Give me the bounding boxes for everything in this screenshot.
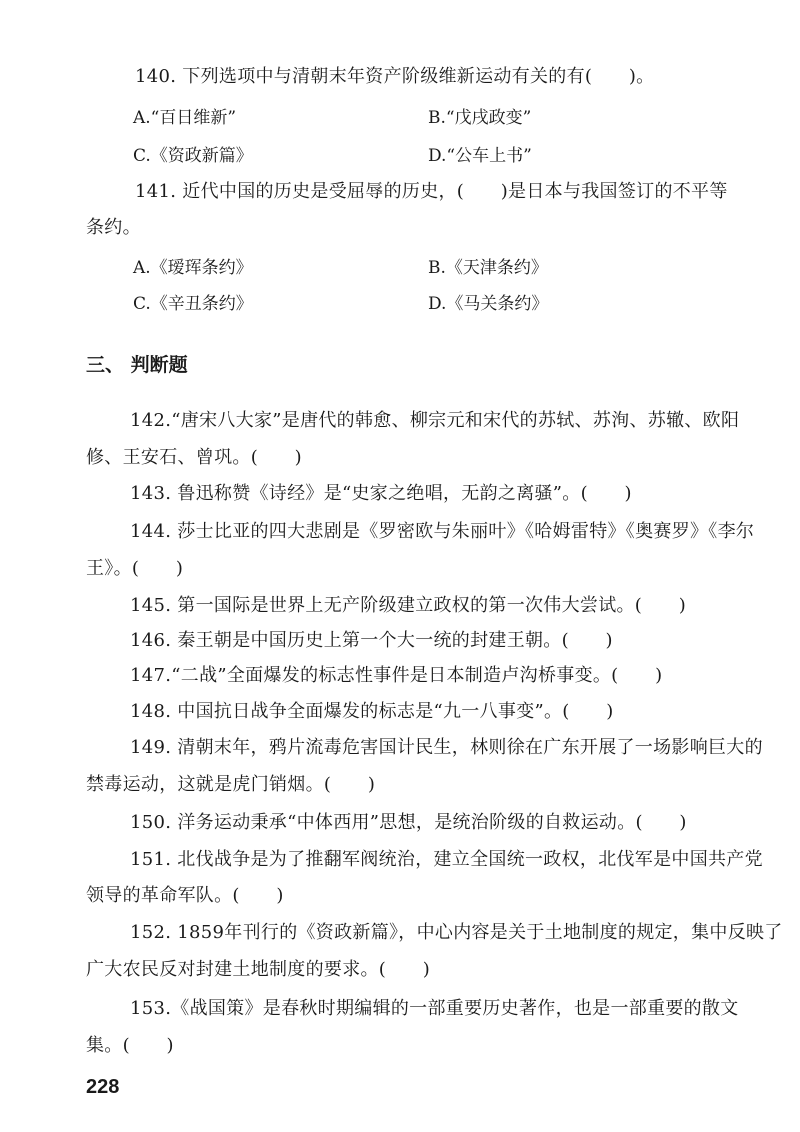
judgment-144-line1: 144. 莎士比亚的四大悲剧是《罗密欧与朱丽叶》《哈姆雷特》《奥赛罗》《李尔 (130, 521, 755, 542)
judgment-145: 145. 第一国际是世界上无产阶级建立政权的第一次伟大尝试。( ) (130, 595, 687, 616)
judgment-142-line2: 修、王安石、曾巩。( ) (86, 447, 302, 468)
judgment-149-line1: 149. 清朝末年，鸦片流毒危害国计民生，林则徐在广东开展了一场影响巨大的 (130, 737, 763, 758)
question-141-option-a: A.《瑷珲条约》 (133, 258, 253, 278)
question-141-option-d: D.《马关条约》 (428, 294, 549, 314)
question-140-option-b: B.“戊戌政变” (428, 108, 532, 128)
judgment-150: 150. 洋务运动秉承“中体西用”思想，是统治阶级的自救运动。( ) (130, 812, 687, 833)
judgment-153-line2: 集。( ) (86, 1035, 174, 1056)
judgment-151-line1: 151. 北伐战争是为了推翻军阀统治，建立全国统一政权，北伐军是中国共产党 (130, 849, 763, 870)
question-140-option-c: C.《资政新篇》 (133, 146, 253, 166)
judgment-152-line2: 广大农民反对封建土地制度的要求。( ) (86, 959, 431, 980)
judgment-149-line2: 禁毒运动，这就是虎门销烟。( ) (86, 774, 376, 795)
question-140-option-a: A.“百日维新” (133, 108, 237, 128)
judgment-148: 148. 中国抗日战争全面爆发的标志是“九一八事变”。( ) (130, 701, 614, 722)
page-number: 228 (86, 1076, 120, 1098)
judgment-153-line1: 153.《战国策》是春秋时期编辑的一部重要历史著作，也是一部重要的散文 (130, 998, 739, 1019)
judgment-152-line1: 152. 1859年刊行的《资政新篇》，中心内容是关于土地制度的规定，集中反映了 (130, 922, 783, 943)
question-140-option-d: D.“公车上书” (428, 146, 532, 166)
judgment-147: 147.“二战”全面爆发的标志性事件是日本制造卢沟桥事变。( ) (130, 665, 663, 686)
question-141-option-b: B.《天津条约》 (428, 258, 548, 278)
judgment-146: 146. 秦王朝是中国历史上第一个大一统的封建王朝。( ) (130, 630, 613, 651)
judgment-151-line2: 领导的革命军队。( ) (86, 885, 284, 906)
judgment-142-line1: 142.“唐宋八大家”是唐代的韩愈、柳宗元和宋代的苏轼、苏洵、苏辙、欧阳 (130, 410, 740, 431)
judgment-144-line2: 王》。( ) (86, 558, 184, 579)
question-141-stem-line2: 条约。 (86, 217, 141, 238)
question-141-stem-line1: 141. 近代中国的历史是受屈辱的历史，( )是日本与我国签订的不平等 (135, 181, 728, 202)
section-title: 三、 判断题 (86, 354, 188, 376)
judgment-143: 143. 鲁迅称赞《诗经》是“史家之绝唱，无韵之离骚”。( ) (130, 483, 632, 504)
question-140-stem: 140. 下列选项中与清朝末年资产阶级维新运动有关的有( )。 (135, 66, 655, 87)
question-141-option-c: C.《辛丑条约》 (133, 294, 253, 314)
